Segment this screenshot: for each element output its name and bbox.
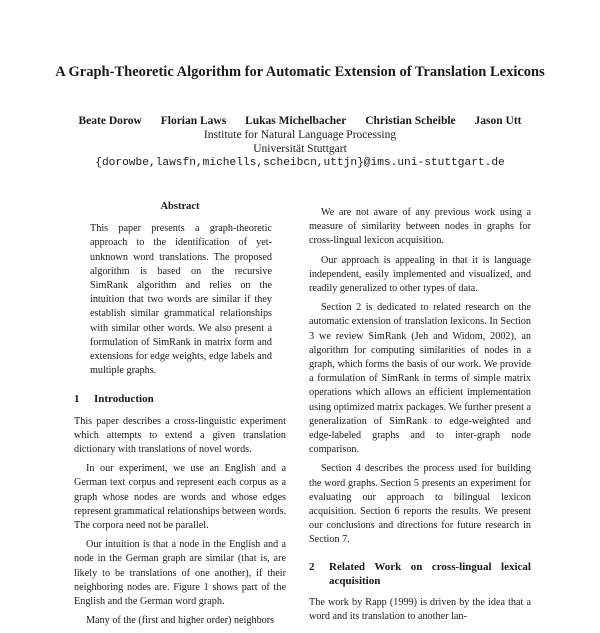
section-heading [309, 560, 531, 588]
section-number: 2 [309, 560, 315, 573]
paragraph: Many of the (first and higher order) neighbors [86, 615, 275, 627]
author-name: Christian Scheible [365, 115, 456, 127]
author-name: Florian Laws [160, 115, 227, 127]
section-heading [74, 392, 286, 406]
section-title: Related Work on cross-lingual lexical acquisition [329, 560, 531, 587]
paragraph: We are not aware of any previous work using a measure of similarity between nodes in graphs for cross-lingual lexicon acquisition. [309, 207, 531, 247]
author-emails: {dorowbe,lawsfn,michells,scheibcn,uttjn}@ims.uni-stuttgart.de [95, 157, 505, 169]
section-title: Introduction [94, 393, 154, 406]
author-list [40, 114, 560, 128]
paragraph: Our approach is appealing in that it is language independent, easily implemented and visualized, and readily generalized to other types of data. [309, 254, 531, 295]
paragraph: Section 4 describes the process used for building the word graphs. Section 5 presents an experiment for evaluating our approach to bilingual lexicon acquisition. Section 6 reports the results. We present our conclusions and directions for future research in Section 7. [309, 463, 531, 546]
author-name: Jason Utt [474, 115, 522, 127]
paragraph: This paper describes a cross-linguistic experiment which attempts to extend a given translation dictionary with translations of novel words. [74, 415, 286, 456]
left-column [74, 200, 286, 633]
section-number: 1 [74, 393, 80, 406]
paragraph: The work by Rapp (1999) is driven by the idea that a word and its translation to another lan- [309, 597, 531, 623]
abstract-text: This paper presents a graph-theoretic approach to the identification of yet-unknown word translations. The proposed algorithm is based on the recursive SimRank algorithm and relies on the intuition that two words are similar if they establish similar grammatical relationships with similar other words. We also present a formulation of SimRank in matrix form and extensions for edge weights, edge labels and multiple graphs. [90, 223, 272, 377]
author-name: Beate Dorow [78, 115, 142, 127]
author-name: Lukas Michelbacher [245, 115, 347, 127]
paragraph: In our experiment, we use an English and a German text corpus and represent each corpus as a graph whose nodes are words and whose edges represent grammatical relationships between words. The corpora need not be parallel. [74, 463, 286, 532]
paragraph: Our intuition is that a node in the English and a node in the German graph are similar (that is, are likely to be translations of one another), if their neighboring nodes are. Figure 1 shows part of the English and the German word graph. [74, 539, 286, 608]
right-column [309, 206, 531, 629]
university: Universität Stuttgart [253, 143, 347, 155]
paragraph: Section 2 is dedicated to related research on the automatic extension of translation lexicons. In Section 3 we review SimRank (Jeh and Widom, 2002), an algorithm for computing similarities of nodes in a graph, which forms the basis of our work. We provide a formulation of SimRank in terms of simple matrix operations which allows an efficient implementation using optimized matrix packages. We further present a generalization of SimRank to edge-weighted and edge-labeled graphs and to inter-graph node comparison. [309, 302, 531, 456]
paper-title: A Graph-Theoretic Algorithm for Automatic Extension of Translation Lexicons [55, 64, 545, 80]
affiliation: Institute for Natural Language Processing [203, 129, 397, 141]
abstract-heading: Abstract [160, 201, 200, 212]
